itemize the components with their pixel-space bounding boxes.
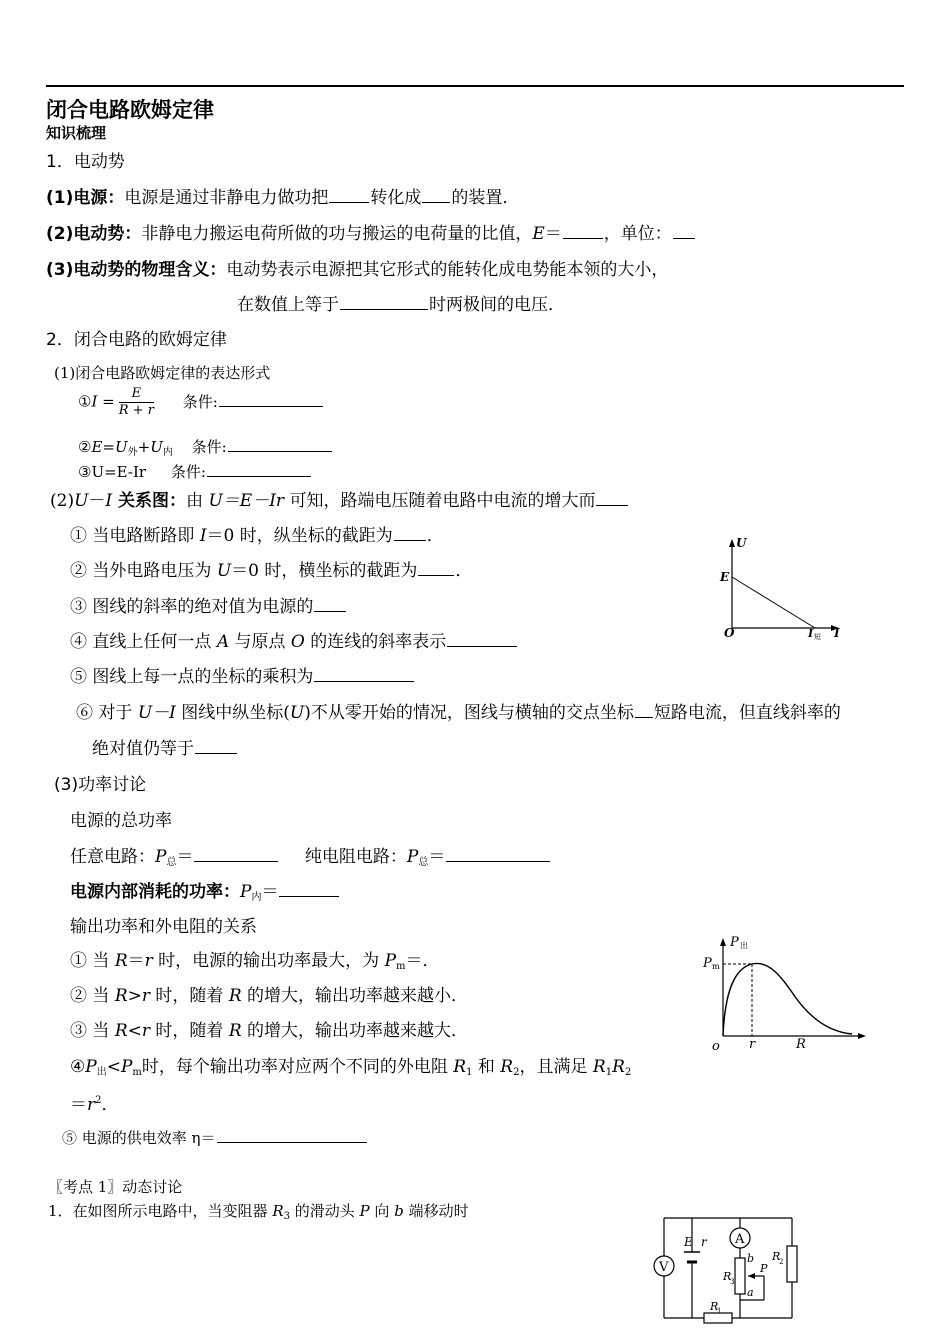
cond-label: 条件: — [182, 392, 218, 411]
var-P: P — [384, 951, 397, 971]
s1-heading: 1．电动势 — [46, 152, 125, 172]
ui-graph — [714, 534, 844, 644]
var-O: O — [290, 632, 305, 652]
o5-text: ⑤ 电源的供电效率 η＝ — [62, 1129, 216, 1147]
s2-heading: 2．闭合电路的欧姆定律 — [46, 330, 227, 350]
var-A: A — [216, 632, 230, 652]
formula-U: U＝E－Ir — [208, 491, 285, 511]
ui-y-arrow — [729, 539, 735, 547]
item-6-a: ⑥ 对于 — [76, 703, 138, 723]
item-5 — [70, 662, 415, 687]
blank[interactable] — [447, 632, 517, 647]
s1-p3-cont — [237, 290, 565, 315]
sub-m: m — [396, 961, 406, 972]
var-R: R — [500, 1057, 514, 1077]
var-UI: U－I — [137, 703, 176, 723]
var-E: E — [91, 438, 103, 456]
s1-p3-c: 时两极间的电压． — [429, 295, 565, 315]
o4-b: 时，每个输出功率对应两个不同的外电阻 — [141, 1057, 454, 1077]
var-I: I — [105, 491, 113, 511]
blank[interactable] — [563, 224, 603, 239]
power-internal — [70, 877, 340, 903]
item-1 — [70, 521, 444, 546]
power-total-heading: 电源的总功率 — [70, 811, 172, 831]
var-U: =U — [102, 438, 128, 456]
ui-label-Isub: 短 — [814, 633, 821, 641]
page-title: 闭合电路欧姆定律 — [46, 98, 214, 122]
var-P: P — [240, 882, 252, 902]
item-3-a: ③ 图线的斜率的绝对值为电源的 — [70, 597, 314, 617]
label-b: b — [747, 1252, 755, 1265]
sub-1: 1 — [466, 1067, 473, 1078]
item-6-cont — [92, 734, 238, 759]
o4-and: 和 — [472, 1057, 501, 1077]
blank[interactable] — [596, 491, 628, 506]
s1-p1-b: 转化成 — [370, 188, 422, 208]
blank[interactable] — [195, 739, 237, 754]
r3-resistor — [735, 1258, 745, 1294]
pr-label-Pmsub: m — [712, 962, 720, 971]
var-b: b — [394, 1202, 404, 1220]
item-4-b: 与原点 — [229, 632, 291, 652]
q1-b: 的滑动头 — [290, 1202, 360, 1220]
ui-label-E: E — [720, 570, 730, 584]
item-6-e: 绝对值仍等于 — [92, 739, 194, 759]
item-3 — [70, 592, 347, 617]
s2-sub2-num: (2) — [50, 491, 75, 511]
sub-3: 3 — [283, 1211, 290, 1222]
period: ． — [101, 1095, 119, 1115]
pr-label-Psub: 出 — [740, 941, 748, 950]
sup-2: 2 — [95, 1095, 102, 1106]
power-total — [70, 842, 551, 868]
s1-p2-b: ，单位： — [603, 224, 672, 244]
sub-2: 2 — [513, 1067, 520, 1078]
frac-den: R + r — [118, 403, 154, 418]
var-R: R — [114, 986, 128, 1006]
blank[interactable] — [418, 561, 454, 576]
var-I: I — [91, 392, 98, 411]
sub-m: m — [132, 1067, 142, 1078]
formula-2 — [78, 436, 333, 458]
o3-a: ③ 当 — [70, 1021, 115, 1041]
s1-p3-a: 电动势表示电源把其它形式的能转化成电势能本领的大小， — [226, 260, 669, 280]
var-r: r — [141, 986, 151, 1006]
label-E: E — [684, 1235, 693, 1249]
var-R: R — [228, 986, 242, 1006]
s1-p3 — [46, 255, 668, 280]
r2-resistor — [787, 1246, 797, 1282]
eq: ＝ — [544, 224, 562, 244]
item-6-c: )不从零开始的情况，图线与横轴的交点坐标 — [304, 703, 634, 723]
label-P: P — [760, 1262, 768, 1275]
blank[interactable] — [329, 188, 369, 203]
blank[interactable] — [314, 667, 414, 682]
var-U: +U — [137, 438, 163, 456]
label-r: r — [701, 1235, 707, 1249]
o3-c: 时，随着 — [150, 1021, 229, 1041]
s2-sub2-c: 由 — [186, 491, 209, 511]
label-R1: R — [710, 1300, 719, 1313]
var-U: U — [216, 561, 232, 581]
blank[interactable] — [394, 526, 426, 541]
q1-d: 端移动时 — [403, 1202, 469, 1220]
q1-a: 1．在如图所示电路中，当变阻器 — [48, 1202, 273, 1220]
var-R: R — [114, 951, 128, 971]
item-2-b: ＝0 时，横坐标的截距为 — [231, 561, 418, 581]
blank[interactable] — [219, 392, 323, 407]
var-P: P — [120, 1057, 133, 1077]
item-2-c: ． — [455, 561, 473, 581]
s2-sub3: (3)功率讨论 — [54, 775, 147, 795]
sub-nei: 内 — [162, 447, 173, 458]
ui-label-I: I — [834, 626, 840, 640]
s2-sub1: (1)闭合电路欧姆定律的表达形式 — [54, 364, 271, 382]
q1-c: 向 — [369, 1202, 395, 1220]
eq: ＝ — [176, 847, 194, 867]
var-U: U — [289, 703, 305, 723]
cond-label: 条件: — [191, 438, 227, 456]
var-P: P — [359, 1202, 370, 1220]
var-I: I — [199, 526, 207, 546]
top-rule — [46, 85, 904, 87]
item-6-b: 图线中纵坐标( — [175, 703, 290, 723]
item-6-d: 短路电流，但直线斜率的 — [653, 703, 841, 723]
item-4-c: 的连线的斜率表示 — [304, 632, 447, 652]
s2-sub2 — [50, 486, 629, 511]
var-r: r — [141, 1021, 151, 1041]
item-2 — [70, 556, 472, 581]
var-R: R — [612, 1057, 625, 1077]
output-4-cont — [70, 1090, 119, 1115]
o4-a: ④ — [70, 1057, 86, 1077]
formula-3-text: ③U=E-Ir — [78, 463, 147, 481]
blank[interactable] — [422, 188, 450, 203]
pr-curve — [723, 963, 852, 1036]
fraction — [119, 386, 154, 419]
lt: < — [106, 1057, 121, 1077]
item-1-a: ① 当电路断路即 — [70, 526, 200, 546]
s1-p2-label: (2)电动势： — [46, 224, 142, 244]
var-R: R — [114, 1021, 128, 1041]
o1-a: ① 当 — [70, 951, 115, 971]
blank[interactable] — [673, 224, 695, 239]
pr-graph — [700, 930, 870, 1056]
power-pure-resistor: 纯电阻电路： — [304, 847, 407, 867]
o4-c: ，且满足 — [519, 1057, 593, 1077]
formula-3 — [78, 461, 312, 482]
circ-2: ② — [78, 438, 92, 456]
item-4 — [70, 627, 518, 652]
blank[interactable] — [314, 597, 346, 612]
var-R: R — [272, 1202, 284, 1220]
section-subtitle: 知识梳理 — [46, 124, 107, 142]
pr-label-o: o — [712, 1039, 720, 1054]
pr-y-arrow — [720, 938, 726, 946]
power-internal-label: 电源内部消耗的功率： — [70, 882, 240, 902]
var-R: R — [228, 1021, 242, 1041]
eq: ＝ — [70, 1095, 87, 1115]
ui-line — [732, 577, 815, 628]
eq: ＝ — [428, 847, 446, 867]
s1-p1 — [46, 183, 519, 208]
sub-nei: 内 — [251, 892, 262, 903]
gt: > — [127, 986, 142, 1006]
sub-1: 1 — [605, 1067, 613, 1078]
eq: = — [102, 392, 115, 411]
label-a: a — [747, 1286, 754, 1299]
sub-zong: 总 — [166, 857, 177, 868]
dash: － — [88, 491, 106, 511]
blank[interactable] — [194, 847, 278, 862]
kd-heading: 〖考点 1〗动态讨论 — [48, 1178, 183, 1196]
circ-1: ① — [78, 392, 92, 411]
blank[interactable] — [207, 462, 311, 477]
var-R: R — [592, 1057, 606, 1077]
label-R2-sub: 2 — [779, 1258, 784, 1266]
s1-p1-c: 的装置． — [451, 188, 520, 208]
circuit-diagram — [648, 1214, 798, 1324]
slider-arrow — [748, 1273, 755, 1279]
ui-label-Ishort: I — [808, 627, 814, 640]
s2-sub2-label: 关系图： — [112, 491, 187, 511]
pr-x-arrow — [858, 1033, 866, 1039]
frac-num: E — [131, 386, 142, 401]
ui-label-O: O — [724, 626, 735, 640]
item-6 — [76, 698, 841, 723]
s1-p3-b: 在数值上等于 — [237, 295, 339, 315]
blank[interactable] — [279, 882, 339, 897]
blank[interactable] — [446, 847, 550, 862]
var-U: U — [74, 491, 89, 511]
sub-wai: 外 — [127, 447, 138, 458]
output-1 — [70, 946, 440, 972]
o1-c: 时，电源的输出功率最大，为 — [152, 951, 385, 971]
ui-label-U: U — [736, 536, 747, 550]
sub-2: 2 — [624, 1067, 632, 1078]
item-5-a: ⑤ 图线上每一点的坐标的乘积为 — [70, 667, 314, 687]
o3-d: 的增大，输出功率越来越大． — [241, 1021, 469, 1041]
power-output-heading: 输出功率和外电阻的关系 — [70, 917, 257, 937]
s1-p2 — [46, 219, 696, 244]
var-P: P — [85, 1057, 97, 1077]
o2-c: 时，随着 — [150, 986, 229, 1006]
output-2 — [70, 981, 468, 1006]
s1-p2-a: 非静电力搬运电荷所做的功与搬运的电荷量的比值， — [141, 224, 533, 244]
o2-a: ② 当 — [70, 986, 115, 1006]
blank[interactable] — [635, 703, 653, 718]
var-P: P — [155, 847, 167, 867]
pr-label-P: P — [730, 935, 739, 950]
item-1-b: ＝0 时，纵坐标的截距为 — [206, 526, 393, 546]
power-any-circuit: 任意电路： — [70, 847, 155, 867]
sub-chu: 出 — [96, 1067, 107, 1078]
eq: ＝ — [261, 882, 279, 902]
pr-label-r: r — [749, 1037, 756, 1052]
output-5 — [62, 1127, 368, 1148]
output-4 — [70, 1052, 631, 1078]
var-E: E — [532, 224, 545, 244]
blank[interactable] — [217, 1128, 367, 1143]
label-A: A — [735, 1232, 745, 1247]
label-R3: R — [723, 1270, 732, 1283]
output-3 — [70, 1016, 468, 1041]
label-R3-sub: 3 — [730, 1278, 735, 1286]
kd-q1 — [48, 1200, 469, 1222]
pr-label-Pm: P — [703, 956, 712, 971]
item-1-c: ． — [426, 526, 444, 546]
lt: < — [127, 1021, 142, 1041]
pr-label-R: R — [796, 1037, 806, 1052]
sub-zong: 总 — [418, 857, 429, 868]
label-R2: R — [772, 1250, 781, 1263]
label-V: V — [659, 1260, 669, 1275]
label-R1-sub: 1 — [717, 1307, 722, 1315]
var-P: P — [406, 847, 419, 867]
cond-label: 条件: — [170, 463, 206, 481]
s2-sub2-d: 可知，路端电压随着电路中电流的增大而 — [284, 491, 596, 511]
var-R: R — [453, 1057, 467, 1077]
var-r: r — [144, 951, 153, 971]
o2-d: 的增大，输出功率越来越小． — [241, 986, 469, 1006]
s1-p1-a: 电源是通过非静电力做功把 — [124, 188, 329, 208]
s1-p3-label: (3)电动势的物理含义： — [46, 260, 227, 280]
blank[interactable] — [228, 437, 332, 452]
formula-1 — [78, 386, 324, 419]
item-4-a: ④ 直线上任何一点 — [70, 632, 217, 652]
var-r: r — [87, 1095, 96, 1115]
o1-d: ＝． — [405, 951, 440, 971]
item-2-a: ② 当外电路电压为 — [70, 561, 217, 581]
eq: ＝ — [127, 951, 145, 971]
blank[interactable] — [340, 295, 428, 310]
s1-p1-label: (1)电源： — [46, 188, 125, 208]
